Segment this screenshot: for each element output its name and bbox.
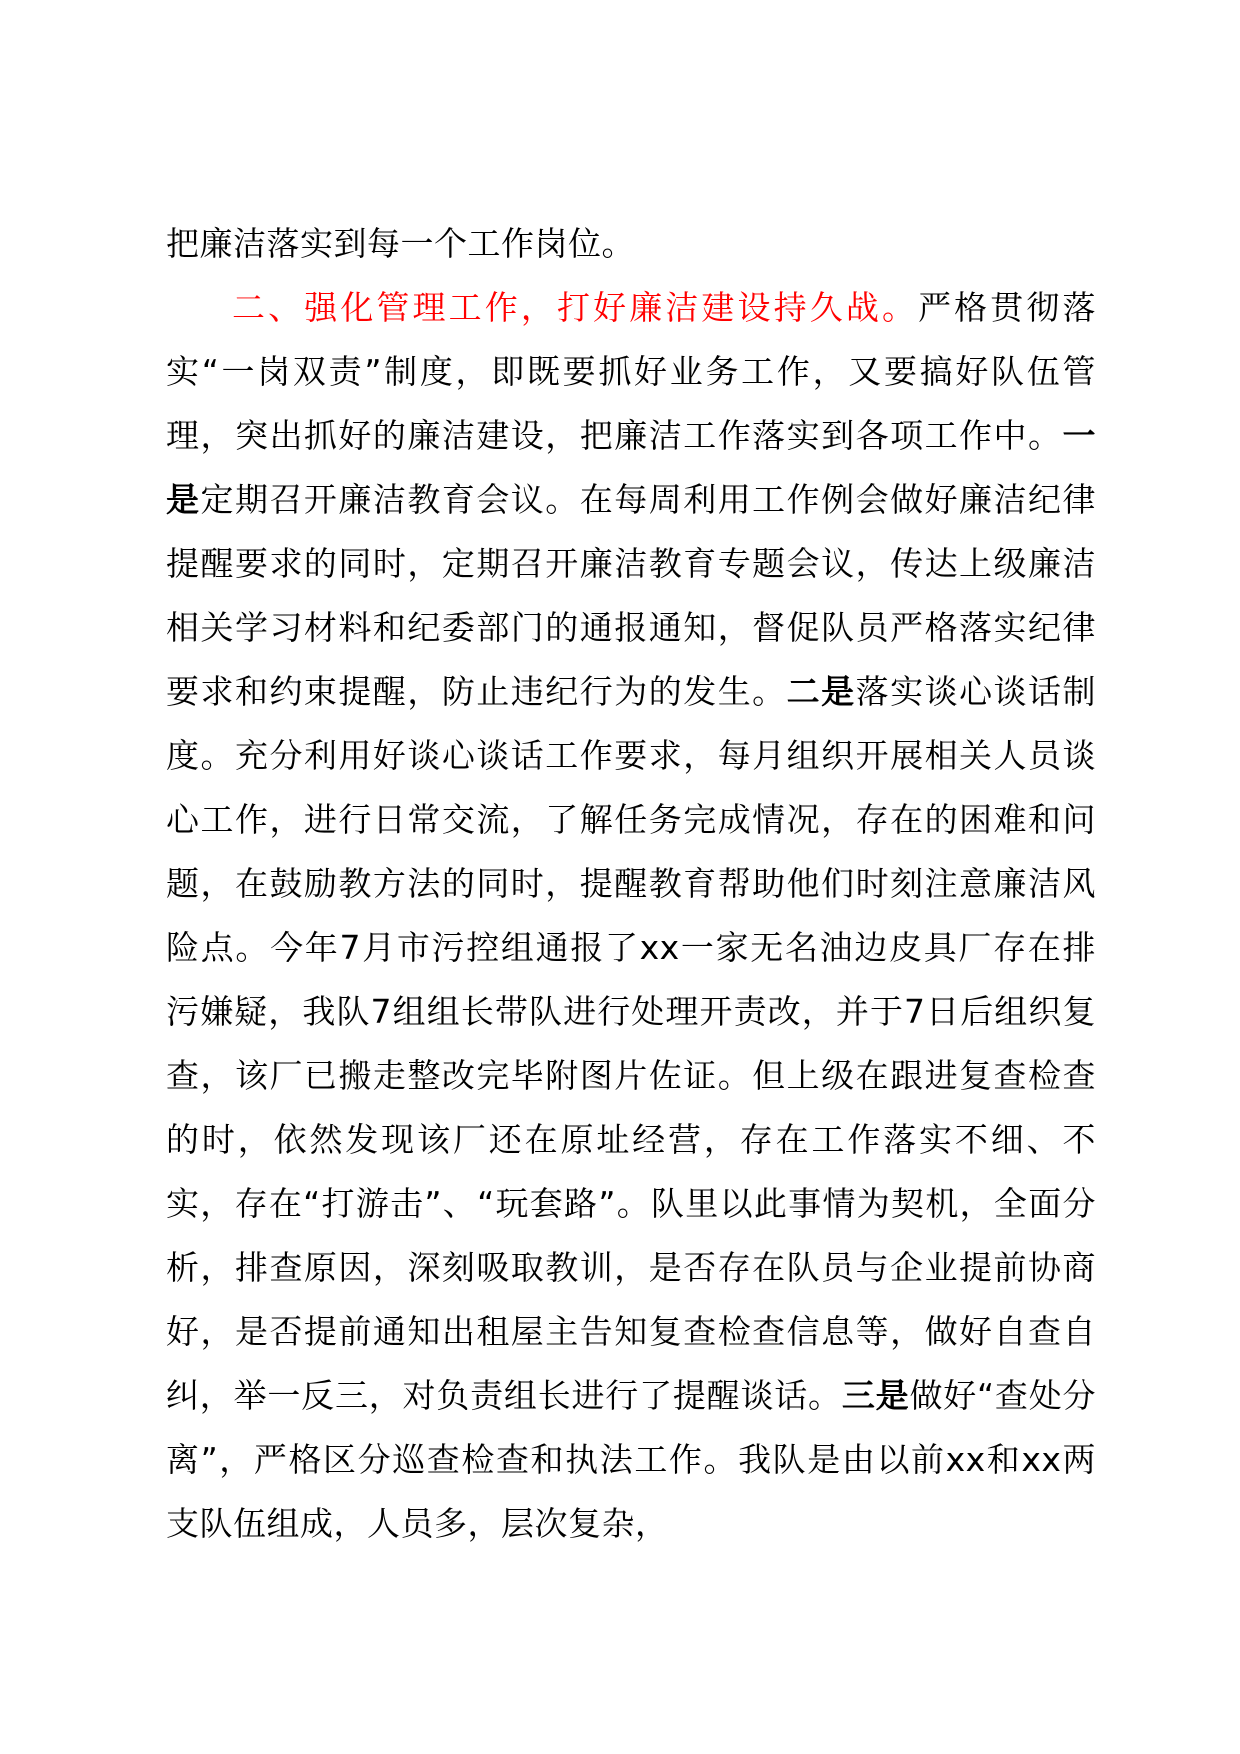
- paragraph-continuation: [166, 212, 1096, 276]
- body-text: 定期召开廉洁教育会议。在每周利用工作例会做好廉洁纪律提醒要求的同时，定期召开廉洁教育专题会议，传达上级廉洁相关学习材料和纪委部门的通报通知，督促队员严格落实纪律要求和约束提醒，防止违纪行为的发生。: [166, 480, 1097, 711]
- body-text: 把廉洁落实到每一个工作岗位。: [166, 224, 635, 263]
- point-label-one: 一是: [166, 416, 1096, 519]
- document-body: [166, 212, 1096, 1556]
- point-label-three: 三是: [841, 1376, 910, 1415]
- point-label-two: 二是: [786, 672, 856, 711]
- section-heading: 二、强化管理工作，打好廉洁建设持久战。: [232, 288, 919, 327]
- paragraph-section-two: [166, 276, 1096, 1556]
- body-text: 落实谈心谈话制度。充分利用好谈心谈话工作要求，每月组织开展相关人员谈心工作，进行日常交流，了解任务完成情况，存在的困难和问题，在鼓励教方法的同时，提醒教育帮助他们时刻注意廉洁风险点。今年7月市污控组通报了xx一家无名油边皮具厂存在排污嫌疑，我队7组组长带队进行处理开责改，并于7日后组织复查，该厂已搬走整改完毕附图片佐证。但上级在跟进复查检查的时，依然发现该厂还在原址经营，存在工作落实不细、不实，存在“打游击”、“玩套路”。队里以此事情为契机，全面分析，排查原因，深刻吸取教训，是否存在队员与企业提前协商好，是否提前通知出租屋主告知复查检查信息等，做好自查自纠，举一反三，对负责组长进行了提醒谈话。: [166, 672, 1097, 1415]
- body-text: 做好“查处分离”，严格区分巡查检查和执法工作。我队是由以前xx和xx两支队伍组成，人员多，层次复杂，: [166, 1376, 1097, 1543]
- body-text: 严格贯彻落实“一岗双责”制度，即既要抓好业务工作，又要搞好队伍管理，突出抓好的廉洁建设，把廉洁工作落实到各项工作中。: [166, 288, 1097, 455]
